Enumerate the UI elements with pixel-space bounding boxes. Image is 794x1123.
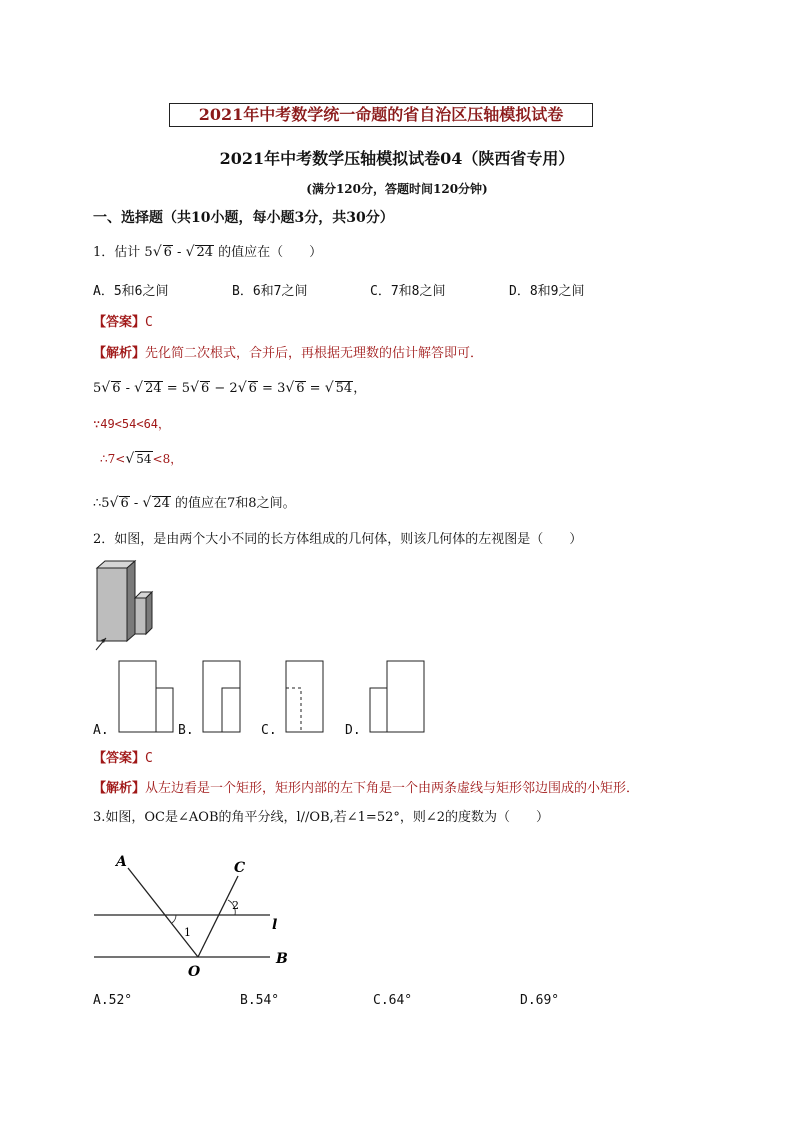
q1-option-a: A．5和6之间 [93,284,169,299]
label-c: C [234,860,246,876]
tall-box-front [97,568,127,641]
q1-step-2: ∵49<54<64， [93,417,171,431]
angle-1-arc [172,915,176,923]
question-3-stem: 3.如图，OC是∠AOB的角平分线，l//OB,若∠1=52°，则∠2的度数为（ ） [93,810,550,825]
q1-option-d: D．8和9之间 [509,284,585,299]
q2-view-b [202,660,244,734]
q3-option-a: A.52° [93,993,133,1008]
label-a: A [116,854,127,870]
question-2-stem: 2．如图，是由两个大小不同的长方体组成的几何体，则该几何体的左视图是（ ） [93,532,583,547]
tall-box-side [127,561,135,641]
page-title: 2021年中考数学压轴模拟试卷04（陕西省专用） [219,149,575,168]
ray-oc [198,876,238,957]
q2-label-a: A. [93,723,109,738]
ray-oa [128,868,198,957]
label-angle-1: 1 [184,926,191,939]
q2-analysis: 【解析】从左边看是一个矩形，矩形内部的左下角是一个由两条虚线与矩形邻边围成的小矩形． [93,781,640,796]
q2-label-d: D. [345,723,361,738]
series-banner: 2021年中考数学统一命题的省自治区压轴模拟试卷 [169,103,593,127]
q2-view-a [118,660,176,734]
q1-step-4: ∴5√ 6 - √ 24 的值应在7和8之间。 [93,495,296,511]
small-box-front [135,598,146,634]
q3-option-c: C.64° [373,993,413,1008]
q3-angle-figure [90,850,300,982]
section-heading: 一、选择题（共10小题，每小题3分，共30分） [93,210,394,226]
q1-step-3: ∴7<√ 54<8， [100,451,183,467]
q2-answer: 【答案】C [93,751,153,766]
question-1-stem: 1．估计 5√ 6 - √ 24 的值应在（ ） [93,244,323,260]
q1-option-b: B．6和7之间 [232,284,308,299]
q1-analysis: 【解析】先化简二次根式，合并后，再根据无理数的估计解答即可． [93,346,484,361]
q2-solid-figure [90,558,160,652]
q2-view-c [285,660,327,734]
q3-option-b: B.54° [240,993,280,1008]
q2-label-c: C. [261,723,277,738]
label-b: B [276,951,288,967]
label-l: l [272,917,278,933]
q1-step-1: 5√ 6 - √ 24 = 5√ 6 − 2√ 6 = 3√ 6 = √ 54， [93,380,367,396]
q2-label-b: B. [178,723,194,738]
page-subtitle: (满分120分，答题时间120分钟) [306,182,488,196]
small-box-side [146,592,152,634]
label-o: O [188,964,201,980]
q2-view-d [368,660,426,734]
label-angle-2: 2 [232,899,239,912]
q3-option-d: D.69° [520,993,560,1008]
q1-answer: 【答案】C [93,315,153,330]
q1-option-c: C．7和8之间 [370,284,446,299]
